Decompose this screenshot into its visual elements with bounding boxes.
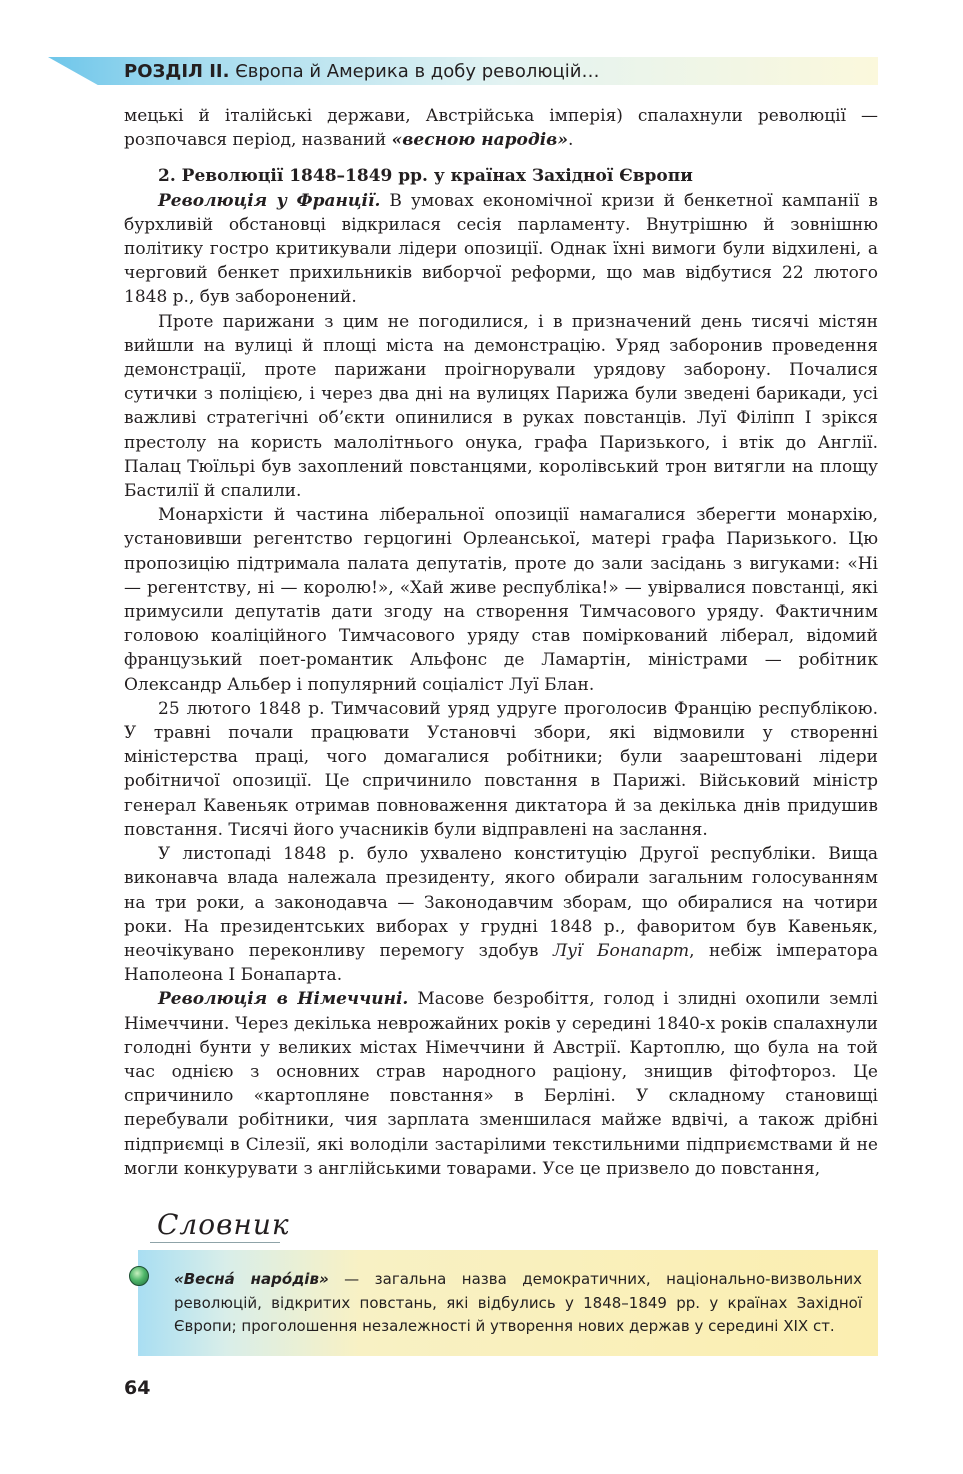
paragraph-germany-1-text: Масове безробіття, голод і злидні охопили землі Німеччини. Через декілька неврожайних років у середині 1840-х років спалахнули голодні бунти у великих містах Німеччини й Австрії. Картоплю, що була на той час однією з основних страв народного раціону, знищив фітофтороз. Це спричинило «картопляне повстання» в Берліні. У складному становищі перебували робітники, чия зарплата зменшилася майже вдвічі, а також дрібні підприємці в Сілезії, які володіли застарілими текстильними підприємствами й не могли конкурувати з англійськими товарами. Усе це призвело до повстання, bbox=[124, 989, 878, 1179]
main-text bbox=[124, 104, 878, 1181]
glossary-title: Словник bbox=[157, 1208, 290, 1241]
intro-paragraph bbox=[124, 104, 878, 152]
paragraph-france-5-b: , небіж імператора Наполеона І Бонапарта. bbox=[124, 940, 879, 986]
intro-text: мецькі й італійські держави, Австрійська імперія) спалахнули революції — розпочався період, названий bbox=[124, 106, 878, 151]
intro-term: «весною народів» bbox=[391, 130, 568, 151]
page-number: 64 bbox=[124, 1377, 151, 1399]
chapter-header bbox=[124, 59, 599, 85]
glossary-term: «Весна́ наро́дів» bbox=[174, 1270, 329, 1288]
glossary-definition: — загальна назва демократичних, національно-визвольних революцій, відкритих повстань, які відбулись у 1848–1849 рр. у країнах Західної Європи; проголошення незалежності й утворення нових держав у середині ХІХ ст. bbox=[174, 1270, 862, 1335]
chapter-section-label: РОЗДІЛ ІІ. bbox=[124, 61, 230, 82]
bullet-icon bbox=[129, 1266, 149, 1286]
louis-bonaparte-name: Луї Бонапарт bbox=[552, 940, 690, 961]
paragraph-france-2: Проте парижани з цим не погодилися, і в призначений день тисячі містян вийшли на вулиці й площі міста на демонстрацію. Уряд заборонив проведення демонстрації, проте парижани проігнорували урядову заборону. Почалися сутички з поліцією, і через два дні на вулицях Парижа були зведені барикади, усі важливі стратегічні об’єкти опинилися в руках повстанців. Луї Філіпп І зрікся престолу на користь малолітнього онука, графа Паризького, і втік до Англії. Палац Тюїльрі був захоплений повстанцями, королівський трон витягли на площу Бастилії й спалили. bbox=[124, 311, 878, 502]
section-heading: 2. Революції 1848–1849 рр. у країнах Західної Європи bbox=[158, 166, 693, 187]
paragraph-germany-1 bbox=[124, 987, 878, 1181]
germany-run-in-heading: Революція в Німеччині. bbox=[158, 989, 409, 1010]
glossary-title-underline bbox=[150, 1242, 280, 1243]
intro-end: . bbox=[567, 130, 574, 151]
chapter-title: Європа й Америка в добу революцій… bbox=[235, 61, 600, 82]
paragraph-france-5-a: У листопаді 1848 р. було ухвалено конституцію Другої республіки. Вища виконавча влада належала президенту, якого обирали загальним голосуванням на три роки, а законодавча — Законодавчим зборам, що обиралися на чотири роки. На президентських виборах у грудні 1848 р., фаворитом був Кавеньяк, неочікувано переконливу перемогу здобув bbox=[124, 844, 878, 961]
france-run-in-heading: Революція у Франції. bbox=[158, 190, 381, 211]
glossary-entry bbox=[174, 1268, 862, 1339]
paragraph-france-3: Монархісти й частина ліберальної опозиції намагалися зберегти монархію, установивши регентство герцогині Орлеанської, матері графа Паризького. Цю пропозицію підтримала палата депутатів, проте до зали засідань з вигуками: «Ні — регентству, ні — королю!», «Хай живе республіка!» — увірвалися повстанці, які примусили депутатів дати згоду на створення Тимчасового уряду. Фактичним головою коаліційного Тимчасового уряду став поміркований ліберал, відомий французький поет-романтик Альфонс де Ламартін, міністрами — робітник Олександр Альбер і популярний соціаліст Луї Блан. bbox=[124, 505, 878, 695]
paragraph-france-5 bbox=[124, 842, 878, 987]
paragraph-france-1-text: В умовах економічної кризи й бенкетної кампанії в бурхливій обстановці відкрилася сесія парламенту. Внутрішню й зовнішню політику гостро критикували лідери опозиції. Однак їхні вимоги були відхилені, а черговий бенкет прихильників виборчої реформи, що мав відбутися 22 лютого 1848 р., був заборонений. bbox=[124, 190, 878, 308]
paragraph-france-4: 25 лютого 1848 р. Тимчасовий уряд удруге проголосив Францію республікою. У травні почали працювати Установчі збори, які відмовили у створенні міністерства праці, чого домагалися робітники; були заарештовані лідери робітничої опозиції. Це спричинило повстання в Парижі. Військовий міністр генерал Кавеньяк отримав повноваження диктатора й за декілька днів придушив повстання. Тисячі його учасників були відправлені на заслання. bbox=[124, 698, 878, 840]
paragraph-france-1 bbox=[124, 189, 878, 310]
